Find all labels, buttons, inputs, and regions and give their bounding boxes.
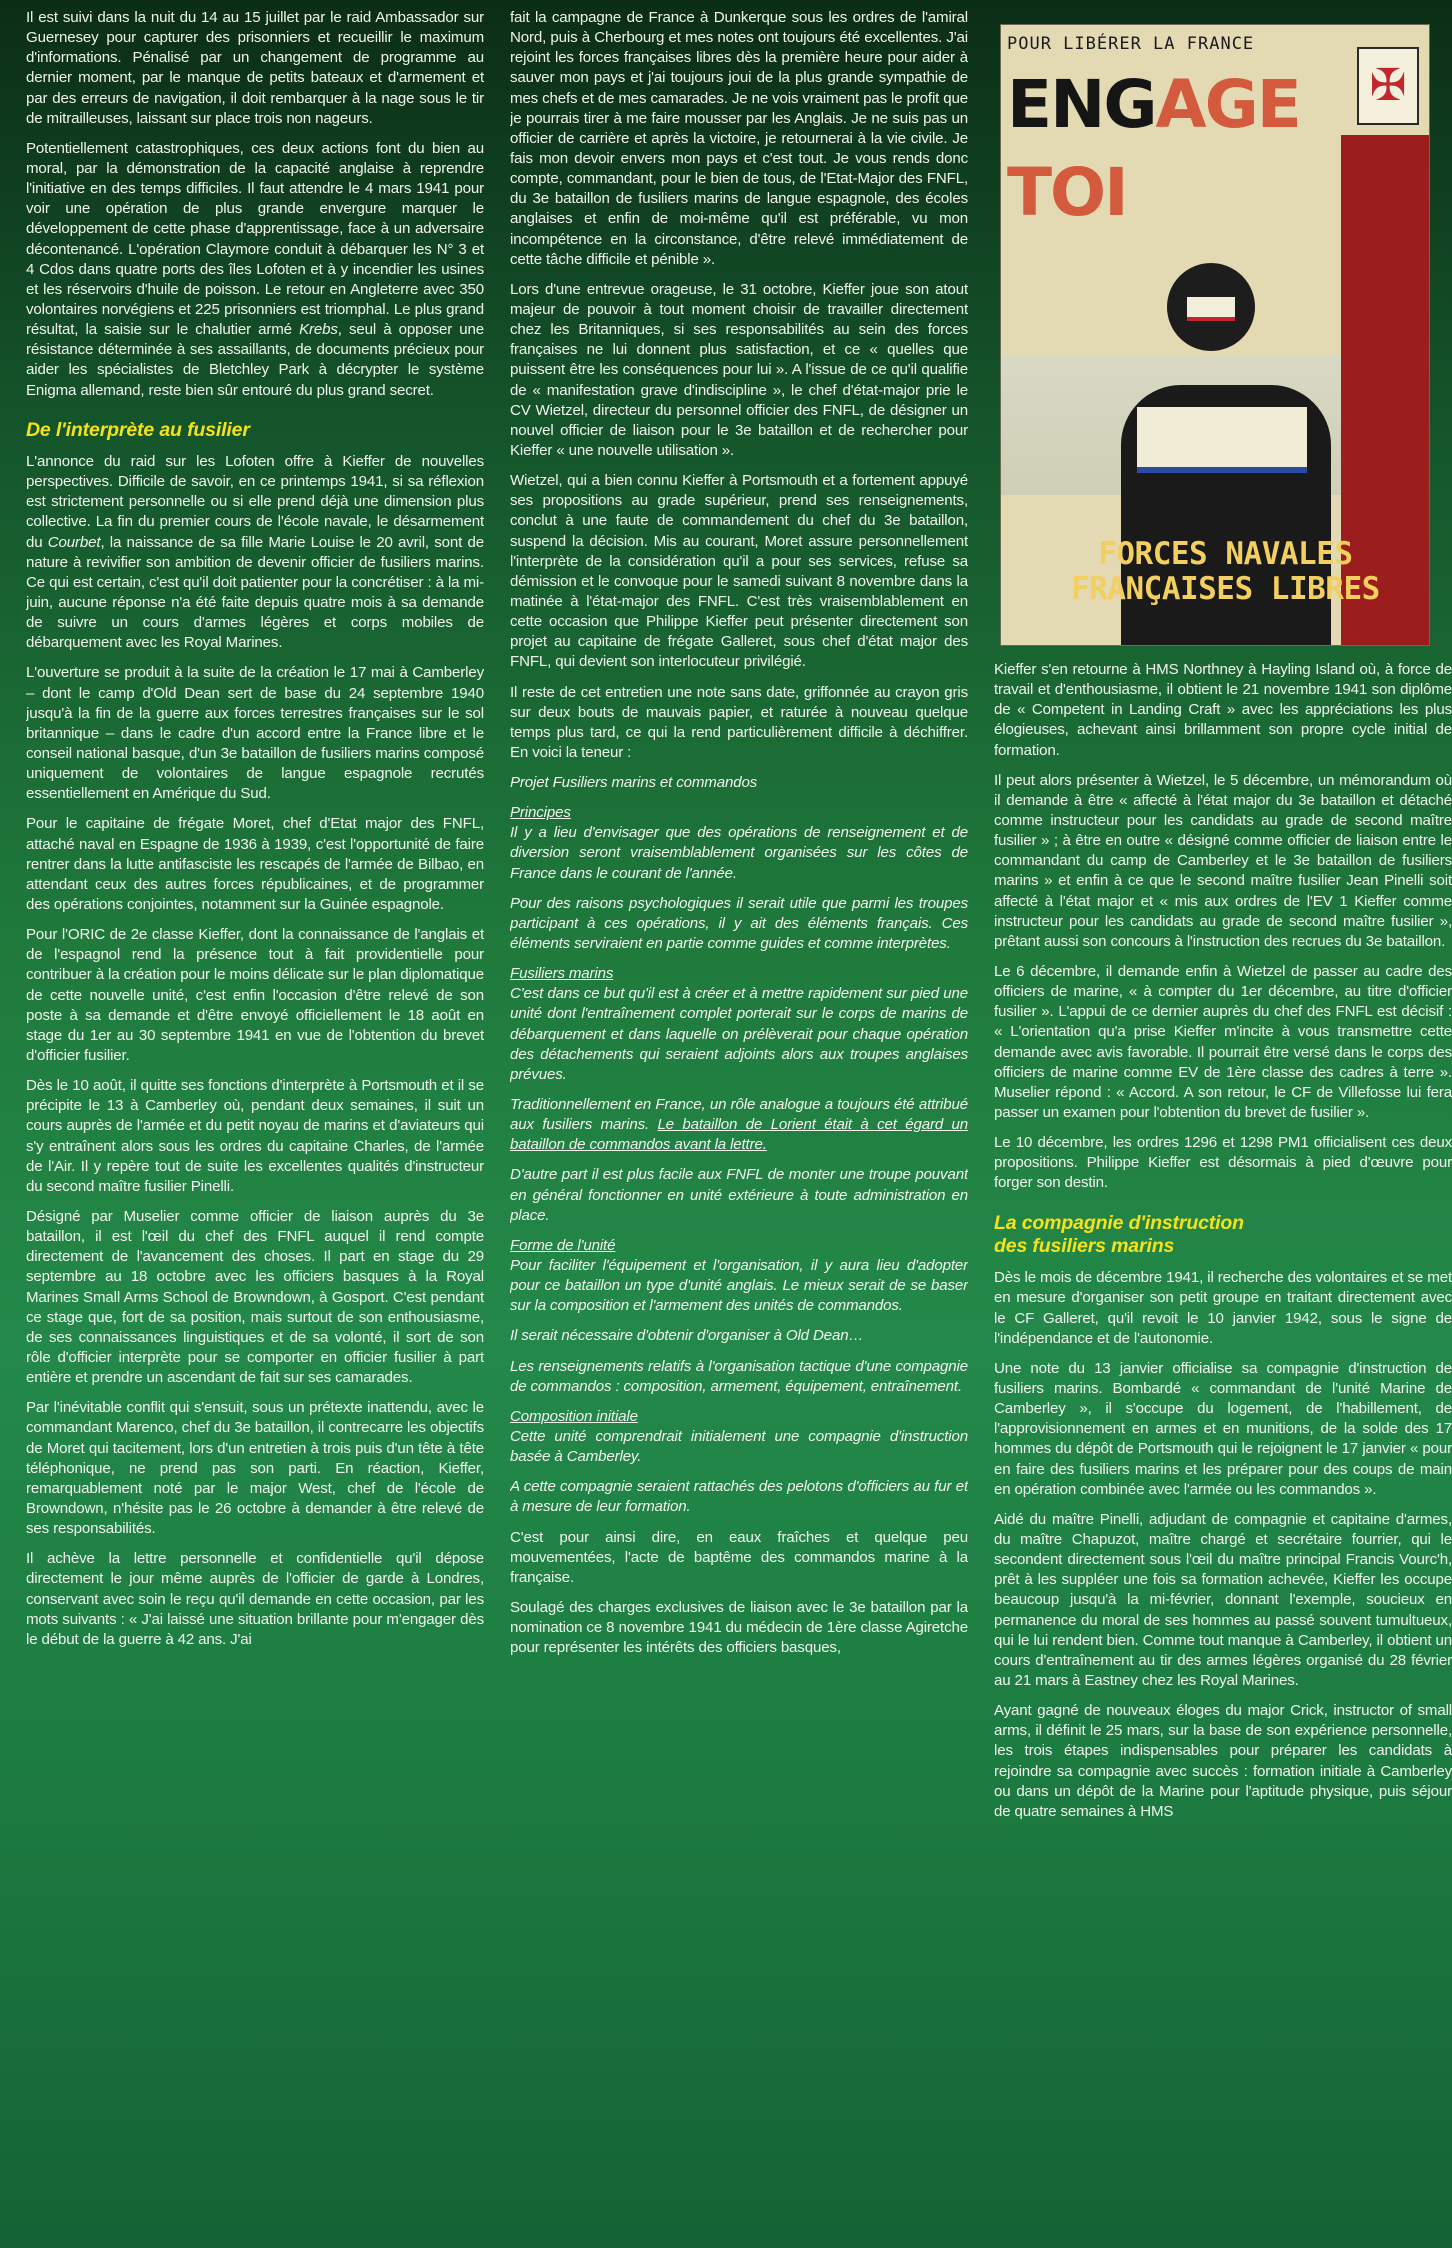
ship-name: Krebs	[299, 321, 338, 339]
paragraph: Lors d'une entrevue orageuse, le 31 octobre, Kieffer joue son atout majeur de pouvoir à tout moment choisir de travailler directement chez les Britanniques, si ses responsabilités au sein des forces françaises ne lui donnent plus satisfaction, et ce « quelles que puissent être les conséquences pour lui ». A l'issue de ce qu'il qualifie de « manifestation grave d'indiscipline », le chef d'état-major prie le CV Wietzel, directeur du personnel officier des FNFL, de désigner un nouvel officier de liaison pour le 3e bataillon et de rechercher pour Kieffer « une nouvelle utilisation ».	[510, 280, 968, 459]
lorraine-cross-icon: ✠	[1357, 47, 1419, 125]
heading-line: La compagnie d'instruction	[994, 1211, 1244, 1234]
paragraph: Désigné par Muselier comme officier de liaison auprès du 3e bataillon, il est l'œil du chef des FNFL auquel il rend compte directement de l'avancement des choses. Il part en stage du 29 septembre au 18 octobre avec les officiers basques à la Royal Marines Small Arms School de Browndown, à Gosport. C'est pendant ce stage que, fort de sa position, mais surtout de son enthousiasme, de ses connaissances linguistiques et de sa volonté, il sort de son rôle d'officier interprète pour se comporter en officier fusilier à part entière et prendre un ascendant de fait sur ses camarades.	[26, 1207, 484, 1387]
section-heading: De l'interprète au fusilier	[26, 418, 250, 441]
paragraph: Ayant gagné de nouveaux éloges du major Crick, instructor of small arms, il définit le 25 mars, sur la base de son expérience personnelle, les trois étapes indispensables pour préparer les candidats à rejoindre sa compagnie avec succès : formation initiale à Camberley ou dans un dépôt de la Marine pour l'aptitude physique, puis séjour de quatre semaines à HMS	[994, 1702, 1452, 1820]
paragraph: Kieffer s'en retourne à HMS Northney à Hayling Island où, à force de travail et d'enthousiasme, il obtient le 21 novembre 1941 son diplôme de « Competent in Landing Craft » avec les appréciations les plus élogieuses, achevant ainsi brillamment son propre cycle initial de formation.	[994, 661, 1452, 759]
recruitment-poster	[1000, 24, 1430, 646]
paragraph: Dès le mois de décembre 1941, il recherche des volontaires et se met en mesure d'organiser son petit groupe en traitant directement avec le CF Galleret, qu'il revoit le 10 janvier 1942, sous le signe de l'indépendance et de l'autonomie.	[994, 1269, 1452, 1347]
section-heading	[994, 1212, 1452, 1259]
column-right	[994, 8, 1452, 2248]
poster-slogan: POUR LIBÉRER LA FRANCE	[1007, 34, 1255, 54]
text-span: , la naissance de sa fille Marie Louise le 20 avril, sont de nature à revivifier son ambition de devenir officier de fusiliers marins. Ce qui est certain, c'est qu'il doit patienter pour la concrétiser : à la mi-juin, aucune réponse n'a été faite depuis quatre mois à sa demande de suivre un cours d'armes légères et corps mobiles de débarquement avec les Royal Marines.	[26, 533, 484, 652]
headline-red: AGE TOI	[1007, 66, 1300, 232]
note-paragraph: A cette compagnie seraient rattachés des pelotons d'officiers au fur et à mesure de leur formation.	[510, 1478, 968, 1516]
paragraph	[26, 452, 484, 653]
paragraph: Il reste de cet entretien une note sans date, griffonnée au crayon gris sur deux bouts de mauvais papier, et raturée à nouveau quelque temps plus tard, ce qui la rend particulièrement difficile à déchiffrer. En voici la teneur :	[510, 683, 968, 761]
paragraph: C'est pour ainsi dire, en eaux fraîches et quelque peu mouvementées, l'acte de baptême des commandos marine à la française.	[510, 1528, 968, 1586]
poster-cap-icon	[1161, 257, 1261, 357]
paragraph: Soulagé des charges exclusives de liaison avec le 3e bataillon par la nomination ce 8 novembre 1941 du médecin de 1ère classe Agiretche pour représenter les intérêts des officiers basques,	[510, 1598, 968, 1657]
paragraph: Par l'inévitable conflit qui s'ensuit, sous un prétexte inattendu, avec le commandant Marenco, chef du 3e bataillon, il contrecarre les objectifs de Moret qui tacitement, lors d'un entretien à trois puis d'un tête à tête téléphonique, ne prend pas son parti. En réaction, Kieffer, remarquablement noté par le major West, chef de l'école de Browndown, n'hésite pas le 26 octobre à demander à être relevé de ses responsabilités.	[26, 1399, 484, 1538]
paragraph: Pour l'ORIC de 2e classe Kieffer, dont la connaissance de l'anglais et de l'espagnol rend la présence tout à fait providentielle pour contribuer à la création pour le moins délicate sur le plan diplomatique de cette nouvelle unité, c'est enfin l'occasion d'être relevé de son poste à sa demande et d'être envoyé officiellement le 18 août en stage du 1er au 30 septembre 1941 en vue de l'obtention du brevet d'officier fusilier.	[26, 926, 484, 1064]
paragraph: Wietzel, qui a bien connu Kieffer à Portsmouth et a fortement appuyé ses propositions au grade supérieur, prend ses renseignements, conclut à une faute de commandement du chef du 3e bataillon, suspend la décision. Mis au courant, Moret assure personnellement l'interprète de la considération qu'il a pour ses services, refuse sa démission et le convoque pour le samedi suivant 8 novembre dans la matinée à l'état-major des FNFL. C'est très vraisemblablement en cette occasion que Philippe Kieffer peut présenter directement son projet au capitaine de frégate Galleret, sous chef d'état major des FNFL, qui devient son interlocuteur privilégié.	[510, 472, 968, 671]
text-span: Traditionnellement en France, un rôle analogue a toujours été attribué aux fusiliers marins.	[510, 1096, 968, 1134]
text-span: , seul à opposer une résistance déterminée à ses assaillants, de documents précieux pour aider les spécialistes de Bletchley Park à décrypter le système Enigma allemand, reste bien sûr entouré du plus grand secret.	[26, 321, 484, 399]
paragraph	[26, 139, 484, 401]
poster-caption	[1071, 537, 1380, 606]
note-paragraph	[510, 1095, 968, 1155]
paragraph: Aidé du maître Pinelli, adjudant de compagnie et capitaine d'armes, du maître Chapuzot, maître chargé et secrétaire fourrier, qui le secondent directement sous l'œil du maître principal Francis Vourc'h, prêt à les suppléer une fois sa formation achevée, Kieffer les occupe beaucoup jusqu'à la mi-février, donnant l'exemple, soucieux en permanence du moral de ses hommes au passé souvent tumultueux, qui le lui rendent bien. Comme tout manque à Camberley, il obtient un cours d'entraînement au tir des armes légères organisé du 28 février au 21 mars à Eastney chez les Royal Marines.	[994, 1510, 1452, 1689]
paragraph: Il peut alors présenter à Wietzel, le 5 décembre, un mémorandum où il demande à être « affecté à l'état major du 3e bataillon et détaché comme instructeur pour les candidats au grade de second maître fusilier » ; à être en outre « désigné comme officier de liaison entre le commandant du camp de Camberley et le 3e bataillon de fusiliers marins » et enfin à ce que le second maître fusilier Jean Pinelli soit affecté à l'état major et « mis aux ordres de l'EV 1 Kieffer comme instructeur pour les candidats au grade de second maître fusilier », prêtant aussi son concours à l'instruction des recrues du 3e bataillon.	[994, 771, 1452, 950]
note-paragraph: D'autre part il est plus facile aux FNFL de monter une troupe pouvant en général fonctionner en unité extérieure à toute administration en place.	[510, 1166, 968, 1224]
note-paragraph: Cette unité comprendrait initialement une compagnie d'instruction basée à Camberley.	[510, 1428, 968, 1466]
note-subheading: Forme de l'unité	[510, 1236, 616, 1254]
poster-caption-line: FRANÇAISES LIBRES	[1071, 570, 1380, 607]
column-middle	[510, 8, 968, 2248]
paragraph: Le 10 décembre, les ordres 1296 et 1298 PM1 officialisent ces deux propositions. Philippe Kieffer est désormais à pied d'œuvre pour forger son destin.	[994, 1134, 1452, 1192]
headline-dark: ENG	[1007, 66, 1156, 143]
underlined-text: Le bataillon de Lorient était à cet égard un bataillon de commandos avant la lettre.	[510, 1116, 968, 1154]
note-paragraph: C'est dans ce but qu'il est à créer et à mettre rapidement sur pied une unité dont l'entraînement complet porterait sur le corps de marins de débarquement et dans laquelle on prélèverait pour chaque opération des détachements qui seraient adjoints alors aux troupes anglaises prévues.	[510, 985, 968, 1083]
note-paragraph: Les renseignements relatifs à l'organisation tactique d'une compagnie de commandos : composition, armement, équipement, entraînement.	[510, 1357, 968, 1395]
paragraph: fait la campagne de France à Dunkerque sous les ordres de l'amiral Nord, puis à Cherbourg et mes notes ont toujours été excellentes. J'ai rejoint les forces françaises libres dès la première heure pour aider à sauver mon pays et j'ai toujours joui de la plus grande sympathie de mes chefs et de mes camarades. Je ne vois vraiment pas le profit que je pourrais tirer à me faire mousser par les Anglais. Je ne suis pas un officier de carrière et après la victoire, je retournerai à la vie civile. Je fais mon devoir envers mon pays et c'est tout. Je vous rends donc compte, commandant, pour le bien de tous, de l'Etat-Major des FNFL, du 3e bataillon de fusiliers marins de langue espagnole, des écoles anglaises et enfin de moi-même qu'il est préférable, vu mon incompétence en la circonstance, d'être relevé immédiatement de cette tâche difficile et pénible ».	[510, 9, 968, 268]
text-span: L'annonce du raid sur les Lofoten offre à Kieffer de nouvelles perspectives. Difficile de savoir, en ce printemps 1941, si sa réflexion est strictement personnelle ou si elle prend déjà une dimension plus collective. La fin du premier cours de l'école navale, le désarmement du	[26, 453, 484, 551]
note-paragraph: Il serait nécessaire d'obtenir d'organiser à Old Dean…	[510, 1327, 864, 1345]
paragraph: Une note du 13 janvier officialise sa compagnie d'instruction de fusiliers marins. Bombardé « commandant de l'unité Marine de Camberley », il s'occupe du logement, de l'habillement, de l'approvisionnement en armes et en munitions, de la solde des 17 hommes du dépôt de Portsmouth qui le rejoignent le 17 janvier « pour en faire des fusiliers marins et les préparer pour des coups de main en opération combinée avec l'armée ou les commandos ».	[994, 1359, 1452, 1498]
paragraph: Il est suivi dans la nuit du 14 au 15 juillet par le raid Ambassador sur Guernesey pour capturer des prisonniers et recueillir le maximum d'informations. Pénalisé par un changement de programme au dernier moment, par le manque de petits bateaux et d'armement et par des erreurs de navigation, il doit rembarquer à la nage sous le tir de mitrailleuses, laissant sur place trois non nageurs.	[26, 9, 484, 127]
column-left	[26, 8, 484, 2248]
note-paragraph: Il y a lieu d'envisager que des opérations de renseignement et de diversion seront vraisemblablement organisées sur les côtes de France dans le courant de l'année.	[510, 824, 968, 882]
paragraph: Le 6 décembre, il demande enfin à Wietzel de passer au cadre des officiers de marine, « à compter du 1er décembre, au titre d'officier fusilier ». L'appui de ce dernier auprès du chef des FNFL est décisif : « L'orientation qu'a prise Kieffer m'incite à vous transmettre cette demande avec avis favorable. Il pourrait être versé dans le corps des officiers de marine comme EV de 1ère classe des cadres à terre ». Muselier répond : « Accord. A son retour, le CF de Villefosse lui fera passer un examen pour l'obtention du brevet de fusilier ».	[994, 962, 1452, 1121]
heading-line: des fusiliers marins	[994, 1234, 1175, 1257]
note-subheading: Composition initiale	[510, 1407, 638, 1425]
paragraph: Pour le capitaine de frégate Moret, chef d'Etat major des FNFL, attaché naval en Espagne de 1936 à 1939, c'est l'opportunité de faire rentrer dans la lutte antifasciste les rescapés de l'armée de Bilbao, en attendant ceux des autres forces républicaines, et de programmer des opérations conjointes, notamment sur la Guinée espagnole.	[26, 815, 484, 914]
poster-caption-line: FORCES NAVALES	[1098, 536, 1353, 572]
note-subheading: Fusiliers marins	[510, 965, 614, 983]
paragraph: Il achève la lettre personnelle et confidentielle qu'il dépose directement le jour même auprès de l'officier de garde à Londres, conservant avec soin le reçu qu'il demande en cette occasion, par les mots suivants : « J'ai laissé une situation brillante pour m'engager dès le début de la guerre à 42 ans. J'ai	[26, 1550, 484, 1648]
note-paragraph: Pour des raisons psychologiques il serait utile que parmi les troupes participant à ces opérations, il y ait des éléments français. Ces éléments serviraient en partie comme guides et comme interprètes.	[510, 894, 968, 953]
note-title: Projet Fusiliers marins et commandos	[510, 774, 758, 792]
text-span: Potentiellement catastrophiques, ces deux actions font du bien au moral, par la démonstration de la capacité anglaise à reprendre l'initiative en des temps difficiles. Il faut attendre le 4 mars 1941 pour voir une opération de plus grande envergure marquer le développement de cette phase d'apprentissage, face à un adversaire décontenancé. L'opération Claymore conduit à débarquer les N° 3 et 4 Cdos dans quatre ports des îles Lofoten et à y incendier les usines et les réservoirs d'huile de poisson. Le retour en Angleterre avec 350 volontaires norvégiens et 225 prisonniers est triomphal. Le plus grand résultat, la saisie sur le chalutier armé	[26, 139, 484, 339]
paragraph: Dès le 10 août, il quitte ses fonctions d'interprète à Portsmouth et il se précipite le 13 à Camberley où, pendant deux semaines, il suit un cours auprès de l'armée et du petit noyau de marins et d'aviateurs qui s'y entraînent alors sous les ordres du capitaine Charles, de l'armée de l'Air. Il y repère tout de suite les excellentes qualités d'instructeur du second maître fusilier Pinelli.	[26, 1077, 484, 1195]
ship-name: Courbet	[47, 533, 101, 551]
note-subheading: Principes	[510, 804, 571, 822]
note-paragraph: Pour faciliter l'équipement et l'organisation, il y aura lieu d'adopter pour ce bataillon un type d'unité anglais. Le mieux serait de se baser sur la composition et l'armement des unités de commandos.	[510, 1257, 968, 1315]
poster-collar	[1137, 407, 1307, 473]
paragraph: L'ouverture se produit à la suite de la création le 17 mai à Camberley – dont le camp d'Old Dean sert de base du 24 septembre 1940 jusqu'à la fin de la guerre aux forces terrestres françaises sur le sol britannique – dans le cadre d'un accord entre la France libre et le conseil national basque, d'un 3e bataillon de fusiliers marins composé uniquement de volontaires de langue espagnole recrutés essentiellement en Amérique du Sud.	[26, 664, 484, 803]
